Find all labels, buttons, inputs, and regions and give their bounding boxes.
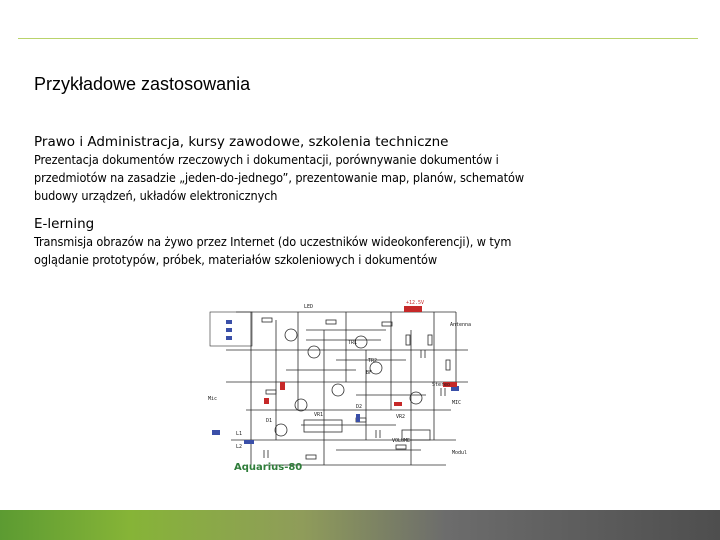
- schematic-label: VOLUME: [392, 438, 411, 444]
- section-body: [34, 233, 634, 269]
- section-heading: E-lerning: [34, 216, 95, 232]
- section-law-administration: [34, 134, 634, 205]
- schematic-label: D1: [266, 418, 273, 424]
- footer-gradient-bar: [0, 510, 720, 540]
- schematic-label: TR2: [368, 358, 378, 364]
- schematic-label: BF: [366, 370, 373, 376]
- section-body: [34, 151, 634, 205]
- section-line: budowy urządzeń, układów elektronicznych: [34, 188, 278, 203]
- section-e-learning: [34, 216, 634, 269]
- schematic-label: +12.5V: [406, 300, 425, 306]
- section-line: Transmisja obrazów na żywo przez Internet (do uczestników wideokonferencji), w tym: [34, 234, 512, 249]
- section-line: oglądanie prototypów, próbek, materiałów szkoleniowych i dokumentów: [34, 252, 438, 267]
- schematic-label: VR2: [396, 414, 406, 420]
- schematic-label: LED: [304, 304, 314, 310]
- schematic-label: L1: [236, 431, 243, 437]
- schematic-label: D2: [356, 404, 363, 410]
- schematic-label: L2: [236, 444, 243, 450]
- section-heading: Prawo i Administracja, kursy zawodowe, szkolenia techniczne: [34, 134, 449, 150]
- schematic-label: TR1: [348, 340, 358, 346]
- schematic-label: Modul: [452, 450, 468, 456]
- circuit-schematic-image: [206, 290, 478, 484]
- schematic-label: VR1: [314, 412, 324, 418]
- schematic-label: Antenna: [450, 322, 472, 328]
- schematic-label: Mic: [208, 396, 218, 402]
- section-line: Prezentacja dokumentów rzeczowych i dokumentacji, porównywanie dokumentów i: [34, 152, 499, 167]
- section-line: przedmiotów na zasadzie „jeden-do-jednego”, prezentowanie map, planów, schematów: [34, 170, 524, 185]
- schematic-label: Stereo: [432, 382, 451, 388]
- schematic-caption: Aquarius-80: [234, 462, 303, 473]
- slide-title: Przykładowe zastosowania: [34, 74, 251, 94]
- schematic-label: MIC: [452, 400, 462, 406]
- top-divider: [18, 38, 698, 39]
